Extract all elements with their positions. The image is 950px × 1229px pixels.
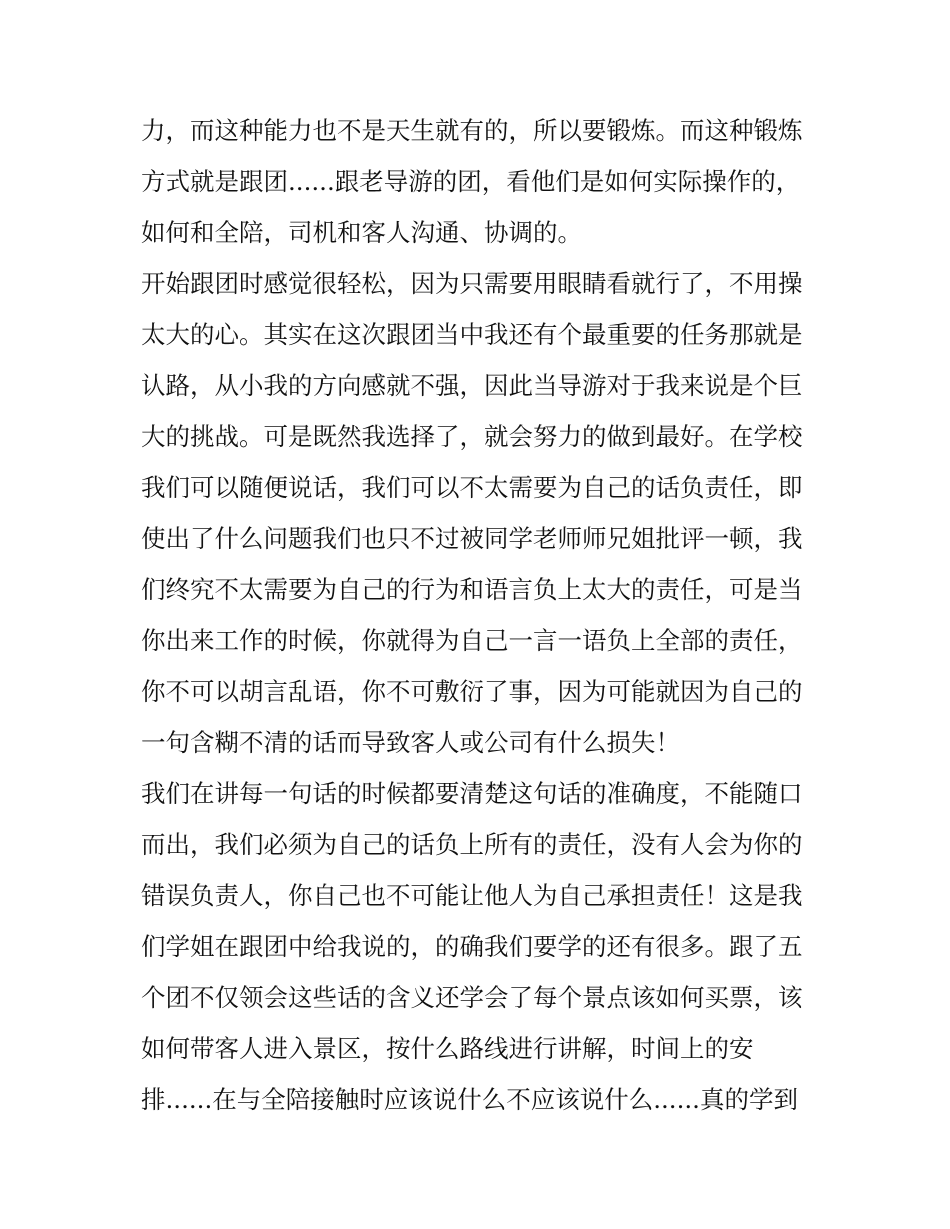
text-line: 如何和全陪，司机和客人沟通、协调的。 — [141, 218, 582, 247]
text-line: 们学姐在跟团中给我说的，的确我们要学的还有很多。跟了五 — [141, 932, 803, 961]
text-line: 个团不仅领会这些话的含义还学会了每个景点该如何买票，该 — [141, 983, 803, 1012]
text-line: 力，而这种能力也不是天生就有的，所以要锻炼。而这种锻炼 — [141, 116, 803, 145]
text-line: 方式就是跟团......跟老导游的团，看他们是如何实际操作的， — [141, 167, 801, 196]
text-line: 开始跟团时感觉很轻松，因为只需要用眼睛看就行了，不用操 — [141, 269, 803, 298]
text-line: 排......在与全陪接触时应该说什么不应该说什么......真的学到 — [141, 1085, 798, 1114]
text-line: 你不可以胡言乱语，你不可敷衍了事，因为可能就因为自己的 — [141, 677, 803, 706]
text-line: 而出，我们必须为自己的话负上所有的责任，没有人会为你的 — [141, 830, 803, 859]
text-line: 大的挑战。可是既然我选择了，就会努力的做到最好。在学校 — [141, 422, 803, 451]
text-line: 如何带客人进入景区，按什么路线进行讲解，时间上的安 — [141, 1034, 754, 1063]
text-line: 使出了什么问题我们也只不过被同学老师师兄姐批评一顿，我 — [141, 524, 803, 553]
text-line: 我们可以随便说话，我们可以不太需要为自己的话负责任，即 — [141, 473, 803, 502]
body-text — [141, 105, 831, 1125]
text-line: 一句含糊不清的话而导致客人或公司有什么损失！ — [141, 728, 680, 757]
text-line: 认路，从小我的方向感就不强，因此当导游对于我来说是个巨 — [141, 371, 803, 400]
text-line: 我们在讲每一句话的时候都要清楚这句话的准确度，不能随口 — [141, 779, 803, 808]
text-line: 错误负责人，你自己也不可能让他人为自己承担责任！这是我 — [141, 881, 803, 910]
text-line: 太大的心。其实在这次跟团当中我还有个最重要的任务那就是 — [141, 320, 803, 349]
text-line: 们终究不太需要为自己的行为和语言负上太大的责任，可是当 — [141, 575, 803, 604]
text-line: 你出来工作的时候，你就得为自己一言一语负上全部的责任， — [141, 626, 803, 655]
